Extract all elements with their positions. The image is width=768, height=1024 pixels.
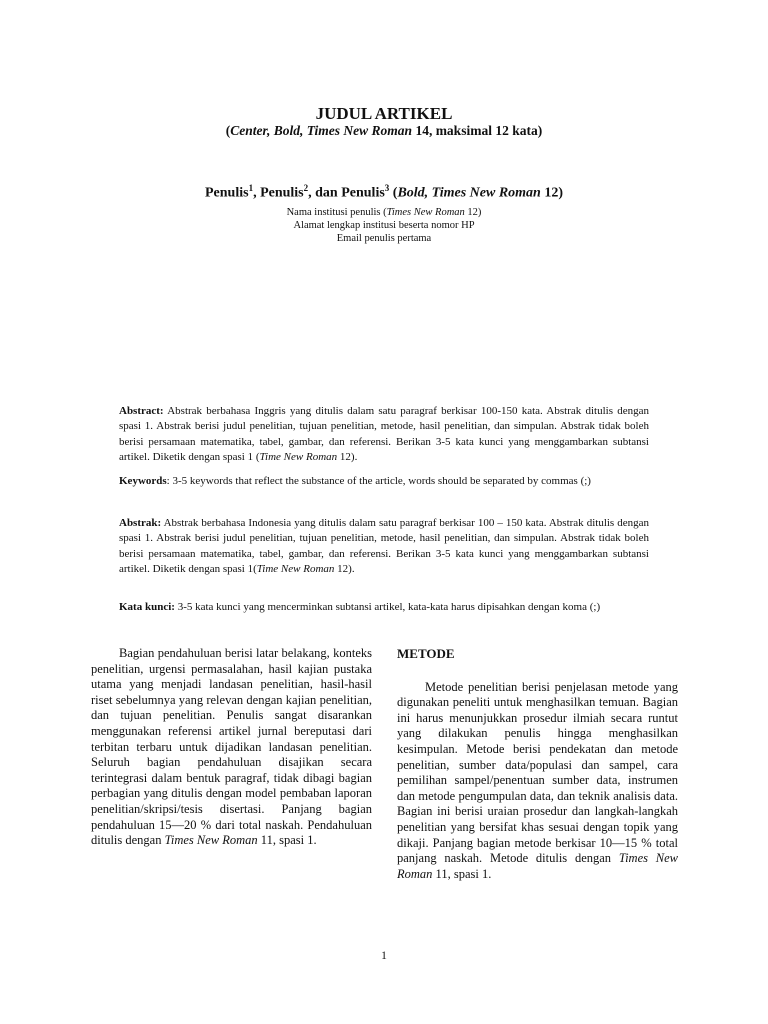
author-note-open: ( (389, 185, 398, 201)
introduction-end: 11, spasi 1. (257, 833, 317, 848)
affiliation-line-2: Alamat lengkap institusi beserta nomor HP (293, 220, 475, 231)
method-italic: Times New Roman (397, 851, 678, 881)
affiliation-font-italic: Times New Roman (386, 207, 465, 218)
method-heading: METODE (397, 646, 455, 661)
author-1: Penulis (204, 185, 249, 201)
method-text: Metode penelitian berisi penjelasan metode yang digunakan peneliti untuk menghasilkan temuan. Bagian ini harus menunjukkan prosedur ilmiah secara runtut yang dilakukan penulis hingga menghasilkan kesimpulan. Metode berisi pendekatan dan metode penelitian, sumber data/populasi dan sampel, cara pemilihan sampel/penentuan sumber data, instrumen dan metode pengumpulan data, dan teknik analisis data. Bagian ini berisi uraian prosedur dan langkah-langkah penelitian yang bersifat khas sesuai dengan topik yang dikaji. Panjang bagian metode berkisar 10—15 % total panjang naskah. Metode ditulis dengan (397, 679, 678, 866)
method-column (397, 646, 678, 882)
abstract-english-text: Abstrak berbahasa Inggris yang ditulis dalam satu paragraf berkisar 100-150 kata. Abstrak ditulis dengan spasi 1. Abstrak berisi judul penelitian, tujuan penelitian, metode, hasil penelitian, dan simpulan. Abstrak tidak boleh berisi persamaan matematika, tabel, gambar, dan referensi. Berikan 3-5 kata kunci yang menggambarkan subtansi artikel. Diketik dengan spasi 1 ( (119, 405, 649, 464)
abstract-english-label: Abstract: (119, 405, 164, 417)
abstract-indonesian-end: 12). (334, 563, 355, 576)
abstract-indonesian-text: Abstrak berbahasa Indonesia yang ditulis dalam satu paragraf berkisar 100 – 150 kata. Abstrak ditulis dengan spasi 1. Abstrak berisi judul penelitian, tujuan penelitian, metode, hasil penelitian, dan simpulan. Abstrak tidak boleh berisi persamaan matematika, tabel, gambar, dan referensi. Berikan 3-5 kata kunci yang menggambarkan subtansi artikel. Diketik dengan spasi 1( (119, 517, 649, 576)
affiliation-line-1 (0, 206, 768, 219)
introduction-paragraph (91, 646, 372, 849)
article-title (0, 104, 768, 124)
author-3-sup: 3 (384, 183, 390, 193)
author-2: , Penulis (253, 185, 304, 201)
page-number: 1 (381, 950, 387, 962)
abstract-english (119, 404, 649, 466)
affiliation-email: Email penulis pertama (336, 233, 432, 244)
title-instruction-rest: 14, maksimal 12 kata) (412, 123, 543, 138)
author-1-sup: 1 (248, 183, 254, 193)
method-end: 11, spasi 1. (432, 866, 492, 881)
abstract-english-italic: Time New Roman (259, 451, 338, 464)
method-paragraph (397, 680, 678, 883)
author-note-italic: Bold, Times New Roman (397, 185, 541, 201)
author-3: , dan Penulis (308, 185, 385, 201)
keywords-english-text: : 3-5 keywords that reflect the substance of the article, words should be separated by commas (;) (166, 475, 591, 487)
keywords-english-label: Keywords (119, 475, 167, 487)
title-instruction (0, 123, 768, 139)
introduction-column (91, 646, 372, 849)
title-text: JUDUL ARTIKEL (315, 104, 453, 123)
abstract-english-end: 12). (337, 451, 358, 464)
introduction-text: Bagian pendahuluan berisi latar belakang, konteks penelitian, urgensi permasalahan, hasil kajian pustaka utama yang menjadi landasan penelitian, hasil-hasil riset sebelumnya yang relevan dengan kajian penelitian, dan tujuan penelitian. Penulis sangat disarankan menggunakan referensi artikel jurnal bereputasi dari terbitan terbaru untuk dijadikan landasan penelitian. Seluruh bagian pendahuluan disajikan secara terintegrasi dalam bentuk paragraf, tidak dibagi bagian perbagian yang ditulis dengan model pembaban laporan penelitian/skripsi/tesis disertasi. Panjang bagian pendahuluan 15—20 % dari total naskah. Pendahuluan ditulis dengan (91, 646, 372, 848)
author-note-rest: 12) (540, 185, 564, 201)
abstract-indonesian-italic: Time New Roman (256, 563, 335, 576)
abstract-indonesian-label: Abstrak: (119, 517, 162, 529)
author-line (0, 183, 768, 202)
introduction-italic: Times New Roman (164, 833, 258, 848)
affiliation-institution: Nama institusi penulis ( (286, 207, 387, 218)
keywords-indonesian-label: Kata kunci: (119, 601, 175, 613)
abstract-indonesian (119, 516, 649, 578)
keywords-indonesian (119, 600, 649, 615)
title-instruction-open: ( (225, 123, 231, 138)
affiliation-font-size: 12) (464, 207, 482, 218)
author-2-sup: 2 (303, 183, 309, 193)
title-instruction-italic: Center, Bold, Times New Roman (230, 123, 413, 138)
keywords-english (119, 474, 649, 489)
keywords-indonesian-text: 3-5 kata kunci yang mencerminkan subtansi artikel, kata-kata harus dipisahkan dengan koma (;) (174, 601, 601, 613)
